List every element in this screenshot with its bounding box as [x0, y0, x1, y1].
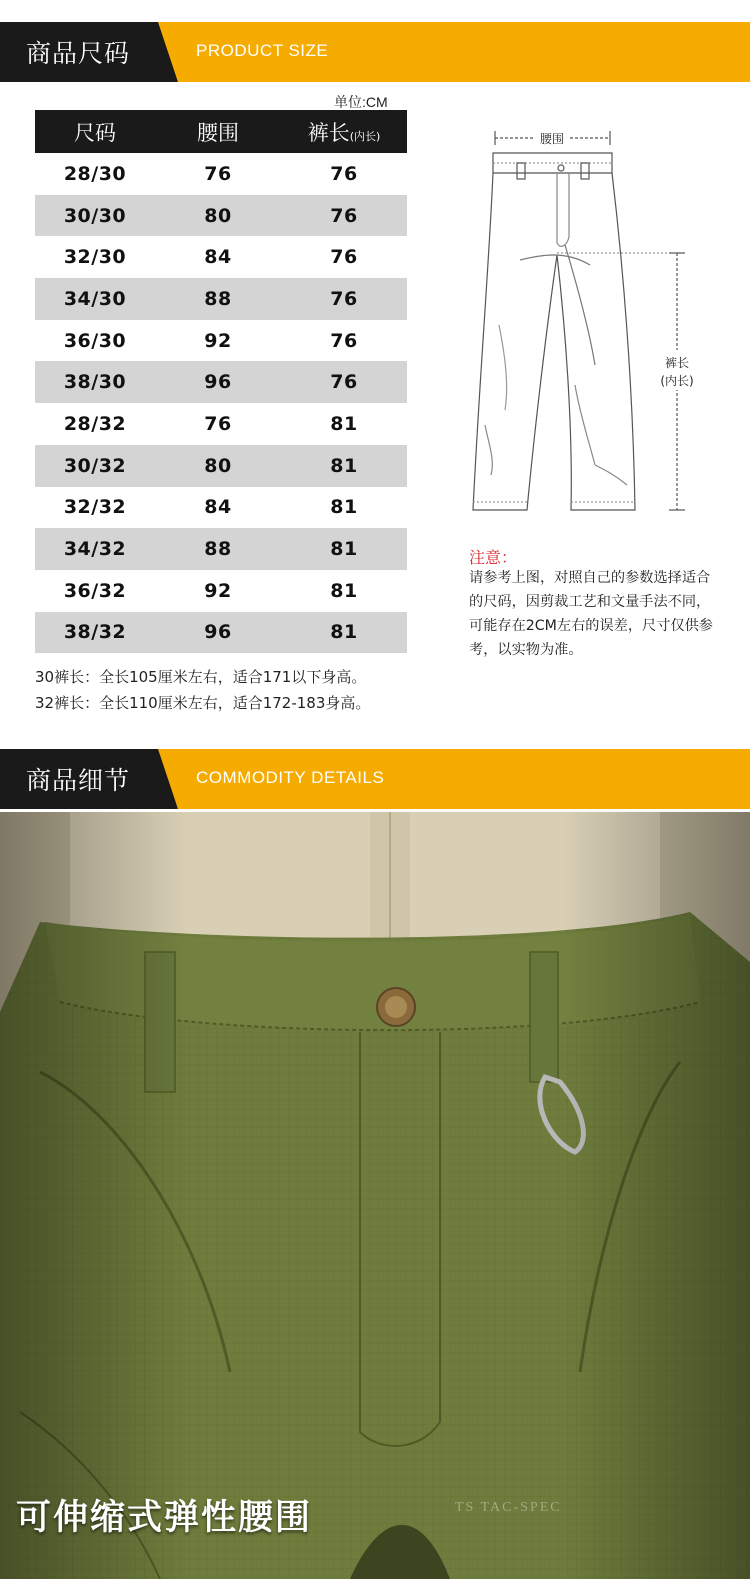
- waist-cell: 80: [204, 454, 232, 477]
- waist-cell: 92: [204, 329, 232, 352]
- length-cell: 81: [330, 579, 358, 602]
- waist-cell: 88: [204, 538, 232, 561]
- length-cell: 81: [330, 412, 358, 435]
- header-waist: 腰围: [197, 120, 239, 145]
- size-row: [35, 320, 407, 362]
- waist-cell: 96: [204, 621, 232, 644]
- waist-cell: 96: [204, 371, 232, 394]
- brand-watermark: TS TAC-SPEC: [455, 1500, 562, 1515]
- waist-cell: 76: [204, 412, 232, 435]
- size-cell: 34/30: [63, 287, 127, 310]
- length-cell: 76: [330, 329, 358, 352]
- section-title-en: PRODUCT SIZE: [196, 41, 329, 60]
- size-cell: 34/32: [63, 538, 127, 561]
- size-cell: 36/30: [63, 329, 127, 352]
- waist-label: 腰围: [539, 132, 565, 146]
- note-line: 30裤长：全长105厘米左右，适合171以下身高。: [35, 668, 367, 686]
- size-cell: 30/32: [63, 454, 127, 477]
- length-cell: 81: [330, 538, 358, 561]
- section-header-commodity-details: [0, 749, 750, 809]
- waist-cell: 88: [204, 287, 232, 310]
- photo-caption: 可伸缩式弹性腰围: [16, 1498, 313, 1538]
- header-length: 裤长(内长): [307, 120, 381, 145]
- unit-label: 单位:CM: [334, 94, 388, 110]
- size-row: [35, 570, 407, 612]
- size-row: [35, 361, 407, 403]
- section-title-cn: 商品尺码: [26, 39, 131, 68]
- size-row: [35, 153, 407, 195]
- size-cell: 28/30: [63, 162, 127, 185]
- notice-text: 请参考上图，对照自己的参数选择适合的尺码，因剪裁工艺和文量手法不同，可能存在2CM左右的误差，尺寸仅供参考，以实物为准。: [469, 570, 713, 658]
- size-row: [35, 236, 407, 278]
- waist-cell: 84: [204, 246, 232, 269]
- size-cell: 28/32: [63, 412, 127, 435]
- length-cell: 76: [330, 287, 358, 310]
- length-notes: [35, 664, 370, 716]
- size-row: [35, 403, 407, 445]
- size-table-header: [35, 110, 407, 153]
- section-header-product-size: [0, 22, 750, 82]
- length-cell: 76: [330, 162, 358, 185]
- size-cell: 30/30: [63, 204, 127, 227]
- waist-cell: 84: [204, 496, 232, 519]
- size-cell: 32/32: [63, 496, 127, 519]
- size-row: [35, 487, 407, 529]
- section-title-cn: 商品细节: [26, 766, 131, 795]
- waist-cell: 80: [204, 204, 232, 227]
- size-row: [35, 612, 407, 654]
- waist-cell: 92: [204, 579, 232, 602]
- size-table-body: [35, 153, 407, 653]
- length-cell: 76: [330, 371, 358, 394]
- notice-title: 注意：: [469, 548, 518, 567]
- size-cell: 38/30: [63, 371, 127, 394]
- note-line: 32裤长：全长110厘米左右，适合172-183身高。: [35, 694, 371, 712]
- header-size: 尺码: [74, 120, 116, 145]
- size-cell: 38/32: [63, 621, 127, 644]
- size-row: [35, 528, 407, 570]
- size-row: [35, 445, 407, 487]
- waist-cell: 76: [204, 162, 232, 185]
- length-label-inner: (内长): [660, 374, 694, 388]
- section-title-en: COMMODITY DETAILS: [196, 768, 385, 787]
- length-label: 裤长: [664, 356, 690, 370]
- length-cell: 76: [330, 246, 358, 269]
- length-cell: 81: [330, 621, 358, 644]
- size-cell: 36/32: [63, 579, 127, 602]
- size-cell: 32/30: [63, 246, 127, 269]
- size-table: [35, 110, 407, 653]
- size-row: [35, 195, 407, 237]
- length-cell: 81: [330, 454, 358, 477]
- length-cell: 81: [330, 496, 358, 519]
- length-cell: 76: [330, 204, 358, 227]
- size-row: [35, 278, 407, 320]
- product-photo: [0, 812, 750, 1579]
- pants-diagram: [465, 125, 715, 520]
